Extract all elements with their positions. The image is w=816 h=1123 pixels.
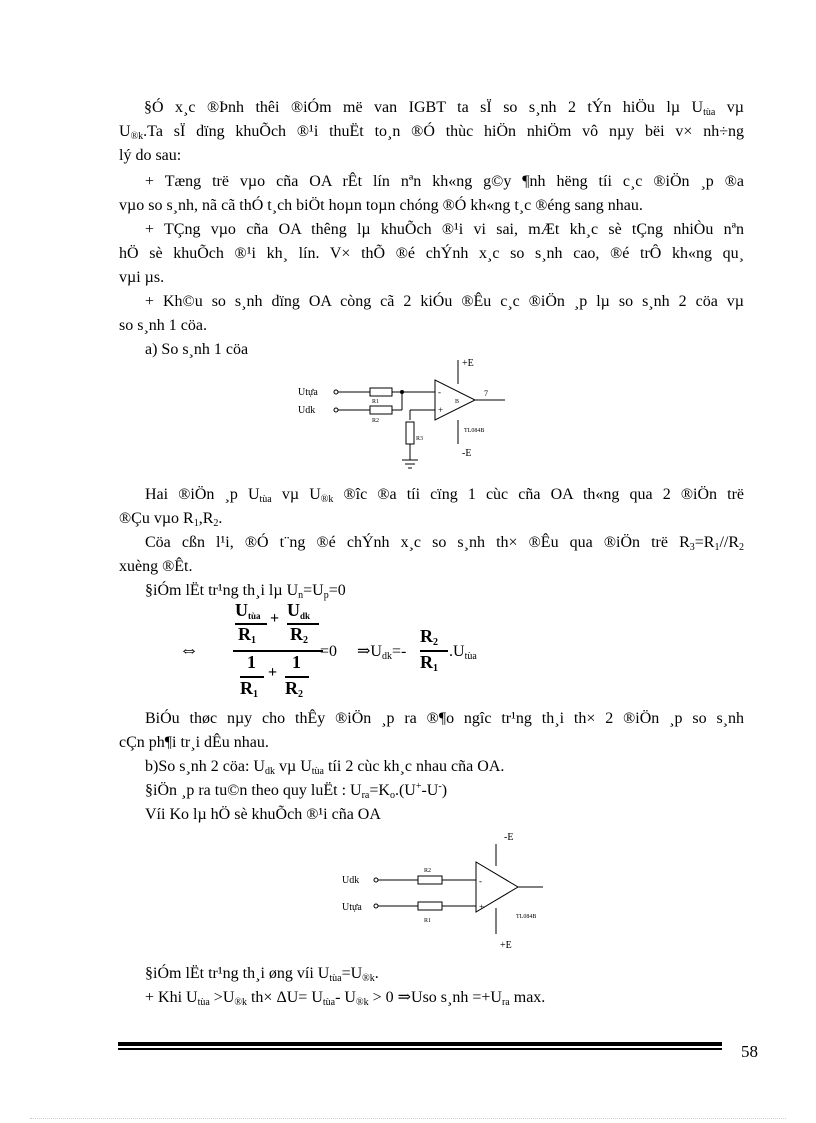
circuit1-input-utua: Utựa [298,387,318,398]
paragraph-5-line-1: Hai ®iÖn ¸p $U_{tùa}$ vµ $U_{®k}$ ®îc ®a tíi cïng 1 cùc cña OA th«ng qua 2 ®iÖn trë [145,486,744,505]
paragraph-3-line-3: vµi µs. [119,269,165,286]
paragraph-10: §iÖn ¸p ra tu©n theo quy luËt : $U_{ra}=K_o.(U^+-U^-)$ [145,781,448,801]
formula-r1: $R_1$ [238,624,256,646]
circuit1-minus-sign: - [438,387,441,397]
paragraph-4-line-2: so s¸nh 1 cöa. [119,317,207,334]
paragraph-1-line-1: §Ó x¸c ®Þnh thêi ®iÓm më van IGBT ta sÏ so s¸nh 2 tÝn hiÖu lµ $U_{tùa}$ vµ [144,99,744,118]
paragraph-9: b)So s¸nh 2 cöa: $U_{dk}$ vµ $U_{tùa}$ tíi 2 cùc kh¸c nhau cña OA. [145,758,505,777]
formula-result: $\Rightarrow U_{dk}=-$ [357,643,407,662]
paragraph-5-line-2: ®Çu vµo $R_1,R_2$. [119,510,223,529]
formula-one-b: 1 [292,652,301,672]
paragraph-4-line-1: + Kh©u so s¸nh dïng OA còng cã 2 kiÓu ®Êu c¸c ®iÖn ¸p lµ so s¸nh 2 cöa vµ [145,293,744,310]
circuit1-r1-label: R1 [372,399,380,405]
formula-r2: $R_2$ [290,624,308,646]
paragraph-8-line-2: cÇn ph¶i tr¸i dÊu nhau. [119,734,269,751]
circuit2-plus-sign: + [479,902,485,912]
circuit1-chip-label: TL084B [464,428,485,434]
formula-result-r1: $R_1$ [420,652,438,674]
circuit1-plus-sign: + [438,405,444,415]
paragraph-1-line-2: $U_{®k}.Ta$ sÏ dïng khuÕch ®¹i thuËt to¸n ®Ó thùc hiÖn nhiÖm vô nµy bëi v× nh÷ng [119,123,744,142]
formula-eq0: =0 [320,643,338,660]
paragraph-1-line-3: lý do sau: [119,147,182,164]
paragraph-6-line-2: xuèng ®Êt. [119,558,193,575]
equivalence-symbol: ⇔ [179,639,199,661]
circuit2-input-utua: Utựa [342,902,362,913]
paragraph-11: Víi Ko lµ hÖ sè khuÕch ®¹i cña OA [145,806,381,823]
formula-r1-bottom: $R_1$ [240,678,258,700]
formula-r2-bottom: $R_2$ [285,678,303,700]
circuit2-input-udk: Udk [342,875,360,886]
paragraph-13: + Khi $U_{tùa} >U_{®k}$ $th\times \Delta U= U_{tùa}-$ $U_{®k} > 0$ ⇒Uso s¸nh $=+U_{ra}$ max. [145,989,546,1008]
footer-rule [118,1042,722,1046]
paragraph-2-line-1: + Tæng trë vµo cña OA rÊt lín nªn kh«ng g©y ¶nh hëng tíi c¸c ®iÖn ¸p ®a [145,173,744,190]
circuit2-minus-sign: - [479,876,482,886]
paragraph-3-line-2: hÖ sè khuÕch ®¹i kh¸ lín. V× thÕ ®é chÝnh x¸c so s¸nh cao, ®é trÔ kh«ng qu¸ [119,245,744,262]
circuit1-input-udk: Udk [298,405,316,416]
paragraph-7: §iÓm lËt tr¹ng th¸i lµ $U_n=U_p=0$ [145,582,346,601]
page-number: 58 [741,1042,758,1061]
circuit2-r2-label: R2 [424,868,432,874]
paragraph-3-line-1: + TÇng vµo cña OA thêng lµ khuÕch ®¹i vi sai, mÆt kh¸c sè tÇng nhiÒu nªn [145,221,744,238]
comparator-circuit-2 [338,826,558,954]
circuit2-plus-e-label: +E [500,940,512,951]
paragraph-6-line-1: Cöa cßn l¹i, ®Ó t¨ng ®é chÝnh x¸c so s¸nh th× ®Êu qua ®iÖn trë $R_3=R_1//R_2$ [145,534,744,553]
formula-result-r2: $R_2$ [420,626,438,648]
footer-rule-thin [118,1048,722,1050]
formula-u-dk: $U_{dk}$ [287,600,311,621]
circuit1-r3-label: R3 [416,436,424,442]
circuit2-chip-label: TL084B [516,914,537,920]
formula-one-a: 1 [247,652,256,672]
page-bottom-border [30,1118,786,1119]
paragraph-2-line-2: vµo so s¸nh, nã cã thÓ t¸ch biÖt hoµn toµn chóng ®Ó kh«ng t¸c ®éng sang nhau. [119,197,643,214]
formula-plus-2: + [268,664,278,681]
comparator-circuit-1 [290,352,520,477]
paragraph-12: §iÓm lËt tr¹ng th¸i øng víi $U_{tùa}=U_{®k}$. [145,965,379,984]
circuit2-minus-e-label: -E [504,832,514,843]
section-a-heading: a) So s¸nh 1 cöa [145,341,249,358]
circuit1-r2-label: R2 [372,418,380,424]
formula-u-tua: $U_{tùa}$ [235,600,261,621]
circuit2-r1-label: R1 [424,918,432,924]
circuit1-plus-e-label: +E [462,358,474,369]
formula-plus-1: + [270,610,280,627]
paragraph-8-line-1: BiÓu thøc nµy cho thÊy ®iÖn ¸p ra ®¶o ngîc tr¹ng th¸i th× 2 ®iÖn ¸p so s¸nh [145,710,744,727]
circuit1-minus-e-label: -E [462,448,472,459]
circuit1-pin-label: 7 [484,389,488,398]
circuit1-gate-label: B [455,399,460,405]
formula-result-tail: $.U_{tùa}$ [449,643,477,662]
